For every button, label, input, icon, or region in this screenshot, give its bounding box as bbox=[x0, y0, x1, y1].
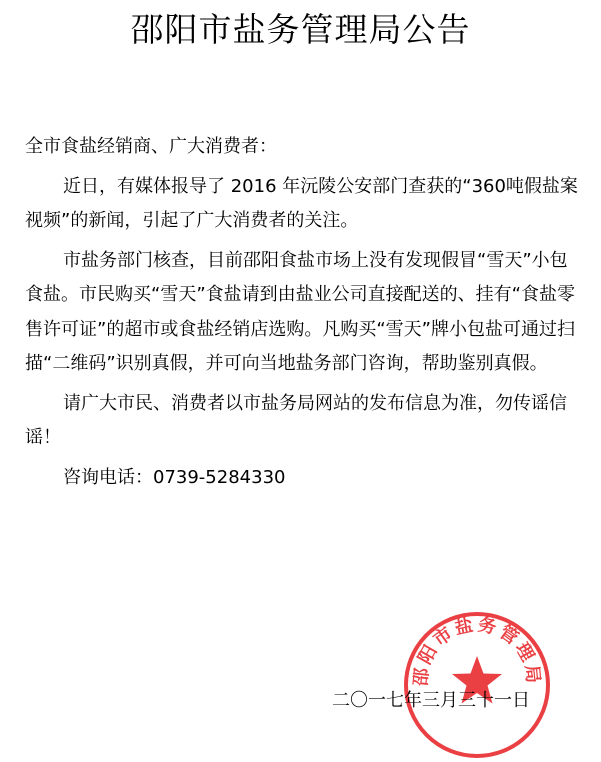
salutation: 全市食盐经销商、广大消费者： bbox=[25, 136, 277, 157]
page-title: 邵阳市盐务管理局公告 bbox=[130, 10, 471, 49]
paragraph-2: 市盐务部门核查，目前邵阳食盐市场上没有发现假冒“雪天”小包食盐。市民购买“雪天”食盐请到由盐业公司直接配送的、挂有“食盐零售许可证”的超市或食盐经销店选购。凡购买“雪天”牌小包盐可通过扫描“二维码”识别真假，并可向当地盐务部门咨询，帮助鉴别真假。 bbox=[25, 249, 575, 374]
paragraph-3: 请广大市民、消费者以市盐务局网站的发布信息为准，勿传谣信谣！ bbox=[25, 392, 567, 448]
issue-date: 二〇一七年三月三十一日 bbox=[332, 690, 530, 711]
contact-phone: 咨询电话：0739-5284330 bbox=[63, 466, 286, 488]
notice-body bbox=[25, 130, 585, 495]
paragraph-1: 近日，有媒体报导了 2016 年沅陵公安部门查获的“360吨假盐案视频”的新闻，引起了广大消费者的关注。 bbox=[25, 175, 578, 231]
official-seal bbox=[402, 610, 552, 760]
seal-text: 邵阳市盐务管理局 bbox=[410, 614, 544, 688]
